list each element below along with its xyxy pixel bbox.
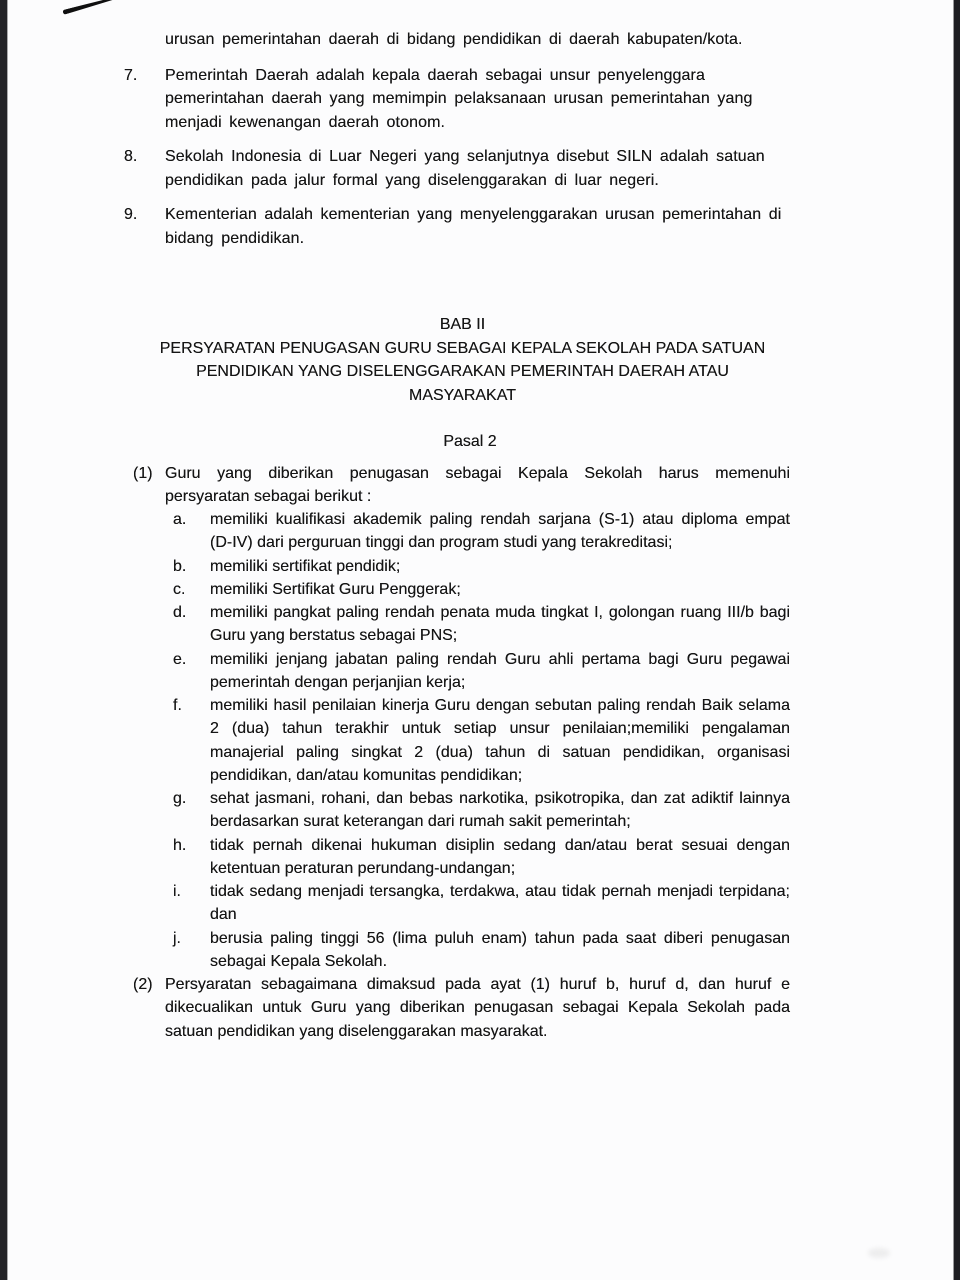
sub-item-letter: i. [173, 883, 181, 900]
sub-item-text: memiliki jenjang jabatan paling rendah Guru ahli pertama bagi Guru pegawai pemerintah dengan perjanjian kerja; [210, 650, 790, 691]
sub-item-text: memiliki sertifikat pendidik; [210, 557, 401, 575]
clause-body [165, 462, 790, 974]
sub-item-a [165, 508, 790, 555]
sub-item-letter: h. [173, 836, 187, 854]
item-text: Kementerian adalah kementerian yang menyelenggarakan urusan pemerintahan di bidang pendidikan. [165, 206, 782, 247]
chapter-title-line-3: MASYARAKAT [409, 386, 516, 404]
sub-item-letter: g. [173, 790, 187, 807]
article-label: Pasal 2 [443, 433, 497, 450]
clause-number: (2) [133, 976, 153, 993]
sub-item-letter: d. [173, 604, 187, 621]
sub-item-letter: e. [173, 650, 187, 668]
sub-item-i [165, 880, 790, 927]
list-item-7 [124, 64, 790, 135]
sub-item-letter: b. [173, 557, 187, 575]
sub-item-text: memiliki hasil penilaian kinerja Guru dengan sebutan paling rendah Baik selama 2 (dua) tahun terakhir untuk setiap unsur penilaian;memiliki pengalaman manajerial paling singkat 2 (dua) tahun di satuan pendidikan, organisasi pendidikan, dan/atau komunitas pendidikan; [210, 697, 790, 784]
sub-item-letter: f. [173, 697, 182, 714]
chapter-heading [137, 313, 788, 407]
clause-body [165, 973, 790, 1043]
chapter-title-line-1: PERSYARATAN PENUGASAN GURU SEBAGAI KEPALA SEKOLAH PADA SATUAN [159, 339, 766, 357]
scan-smudge [868, 1248, 890, 1258]
sub-item-text: memiliki pangkat paling rendah penata muda tingkat I, golongan ruang III/b bagi Guru yang berstatus sebagai PNS; [210, 604, 790, 645]
sub-item-d [165, 601, 790, 648]
item-number: 9. [124, 206, 138, 223]
chapter-label: BAB II [439, 316, 486, 333]
article-body [133, 462, 790, 1043]
sub-item-letter: c. [173, 580, 186, 598]
sub-item-text: berusia paling tinggi 56 (lima puluh enam) tahun pada saat diberi penugasan sebagai Kepala Sekolah. [210, 929, 790, 970]
sub-item-text: tidak pernah dikenai hukuman disiplin sedang dan/atau berat sesuai dengan ketentuan peraturan perundang-undangan; [210, 836, 790, 877]
sub-item-b [165, 555, 790, 578]
intro-continuation-line: urusan pemerintahan daerah di bidang pendidikan di daerah kabupaten/kota. [165, 31, 743, 48]
sub-item-text: memiliki kualifikasi akademik paling rendah sarjana (S-1) atau diploma empat (D-IV) dari perguruan tinggi dan program studi yang terakreditasi; [210, 511, 790, 552]
chapter-title-line-2: PENDIDIKAN YANG DISELENGGARAKAN PEMERINTAH DAERAH ATAU [196, 363, 729, 380]
list-item-9 [124, 203, 790, 250]
item-text: Pemerintah Daerah adalah kepala daerah sebagai unsur penyelenggara pemerintahan daerah yang memimpin pelaksanaan urusan pemerintahan yang menjadi kewenangan daerah otonom. [165, 66, 753, 131]
item-number: 7. [124, 66, 138, 84]
clause-1 [133, 462, 790, 974]
sub-item-e [165, 648, 790, 695]
clause-text: Guru yang diberikan penugasan sebagai Kepala Sekolah harus memenuhi persyaratan sebagai berikut : [165, 464, 790, 505]
sub-item-letter: j. [173, 929, 181, 947]
sub-item-text: sehat jasmani, rohani, dan bebas narkotika, psikotropika, dan zat adiktif lainnya berdasarkan surat keterangan dari rumah sakit pemerintah; [210, 790, 790, 831]
clause-text: Persyaratan sebagaimana dimaksud pada ayat (1) huruf b, huruf d, dan huruf e dikecualikan untuk Guru yang diberikan penugasan sebagai Kepala Sekolah pada satuan pendidikan yang diselenggarakan masyarakat. [165, 976, 790, 1040]
sub-item-h [165, 834, 790, 881]
sub-item-c [165, 578, 790, 601]
clause-2 [133, 973, 790, 1043]
sub-item-text: tidak sedang menjadi tersangka, terdakwa, atau tidak pernah menjadi terpidana; dan [210, 883, 790, 924]
sub-item-g [165, 787, 790, 834]
list-item-8 [124, 145, 790, 192]
sub-item-letter: a. [173, 511, 187, 528]
sub-item-f [165, 694, 790, 787]
sub-item-text: memiliki Sertifikat Guru Penggerak; [210, 580, 461, 598]
item-text: Sekolah Indonesia di Luar Negeri yang selanjutnya disebut SILN adalah satuan pendidikan pada jalur formal yang diselenggarakan di luar negeri. [165, 148, 765, 189]
item-number: 8. [124, 148, 138, 165]
sub-item-j [165, 927, 790, 974]
clause-number: (1) [133, 464, 153, 482]
